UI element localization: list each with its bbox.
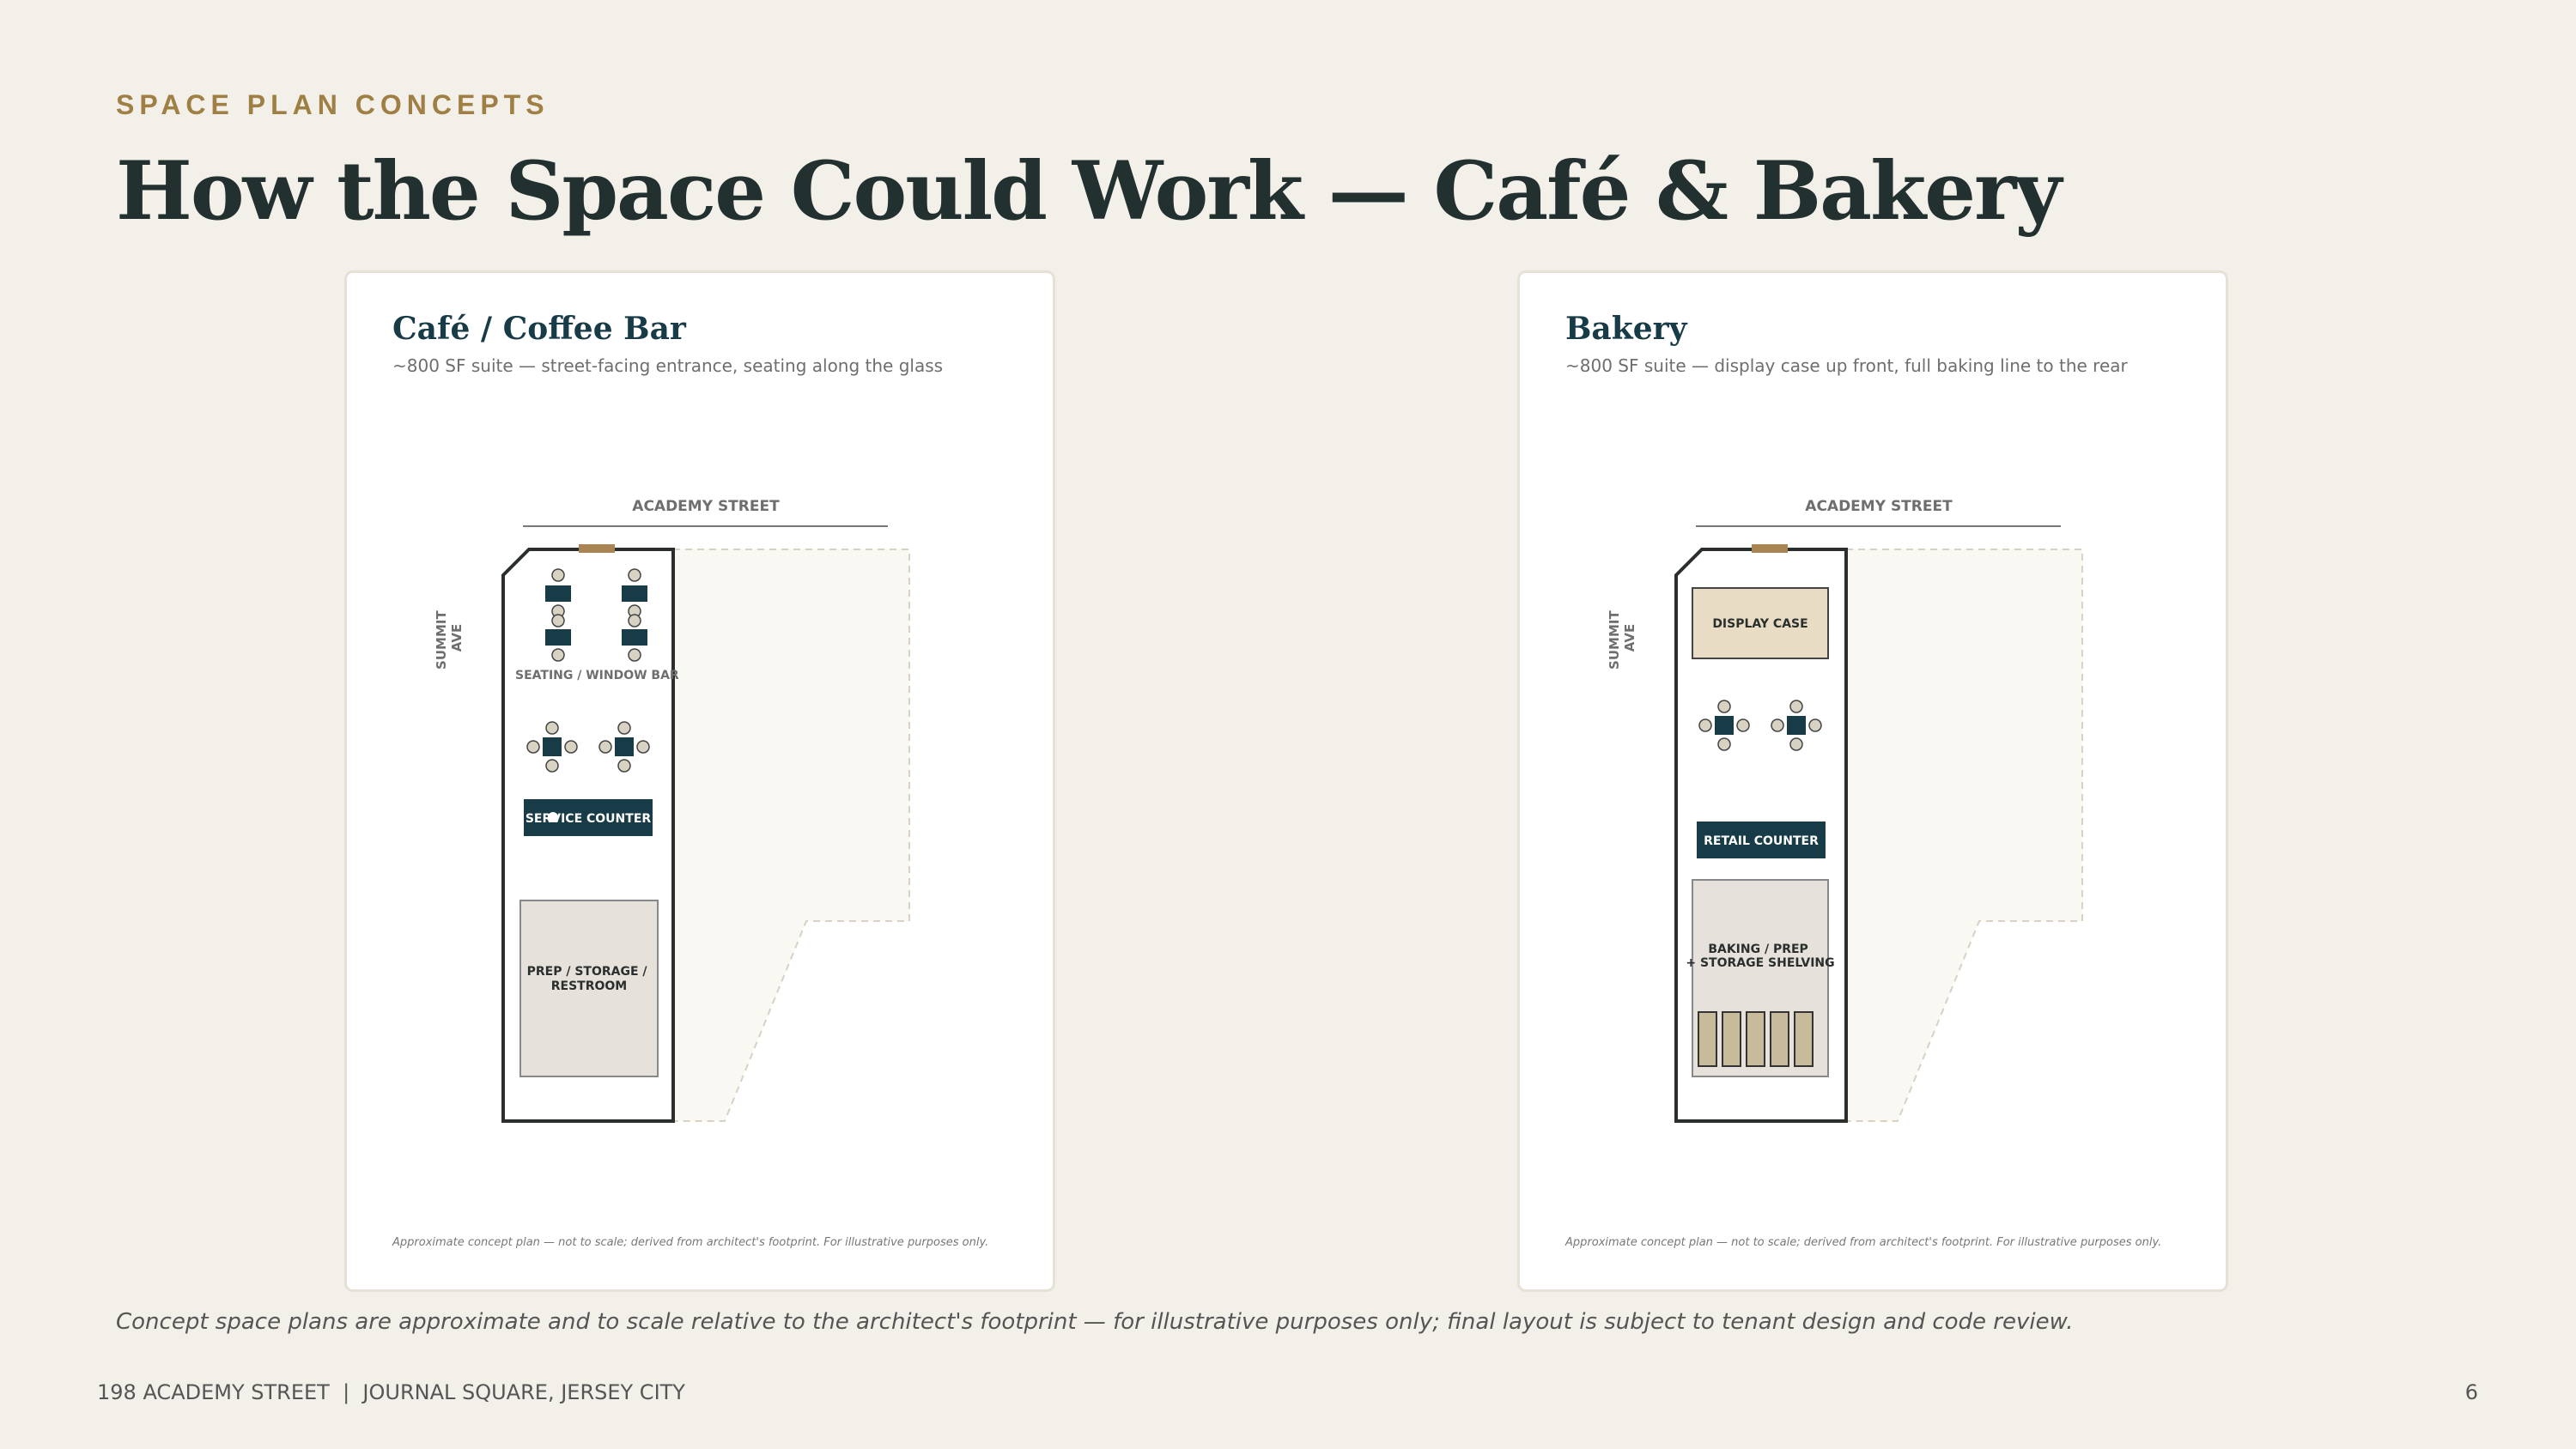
adjacent-area [673, 549, 909, 1121]
cafe-floor-plan [347, 273, 1058, 1294]
side-street-line-1: SUMMIT [434, 610, 449, 670]
card-subtitle: ~800 SF suite — display case up front, full baking line to the rear [1565, 355, 2128, 376]
adjacent-area [1846, 549, 2082, 1121]
prep-storage-line-1: PREP / STORAGE / [526, 965, 647, 979]
bakery-plan-card [1517, 270, 2228, 1292]
service-counter-label: SERVICE COUNTER [525, 812, 652, 826]
page-number: 6 [2464, 1380, 2478, 1404]
entrance-door [1752, 544, 1788, 553]
prep-storage-line-2: RESTROOM [550, 979, 628, 993]
street-label: ACADEMY STREET [1805, 498, 1953, 515]
retail-counter-label: RETAIL COUNTER [1704, 834, 1819, 848]
side-street-label [434, 606, 465, 670]
card-subtitle: ~800 SF suite — street-facing entrance, seating along the glass [392, 355, 944, 376]
baking-prep-line-2: + STORAGE SHELVING [1686, 956, 1835, 970]
page-title: How the Space Could Work — Café & Bakery [116, 144, 2061, 239]
card-title: Bakery [1565, 311, 1687, 347]
card-footnote: Approximate concept plan — not to scale; derived from architect's footprint. For illustrative purposes only. [1565, 1236, 2162, 1249]
bakery-floor-plan [1520, 273, 2231, 1294]
baking-prep-line-1: BAKING / PREP [1708, 943, 1808, 956]
footer-address: 198 ACADEMY STREET | JOURNAL SQUARE, JERSEY CITY [97, 1380, 685, 1404]
card-title: Café / Coffee Bar [392, 311, 686, 347]
side-street-label [1607, 606, 1637, 670]
cafe-plan-card [344, 270, 1055, 1292]
slide-caption: Concept space plans are approximate and to scale relative to the architect's footprint — for illustrative purposes only; final layout is subject to tenant design and code review. [116, 1309, 2074, 1335]
side-street-line-1: SUMMIT [1607, 610, 1622, 670]
side-street-line-2: AVE [1622, 623, 1637, 652]
street-label: ACADEMY STREET [632, 498, 780, 515]
display-case-label: DISPLAY CASE [1712, 617, 1808, 631]
card-footnote: Approximate concept plan — not to scale; derived from architect's footprint. For illustrative purposes only. [392, 1236, 989, 1249]
baking-prep-label [1686, 943, 1834, 970]
section-eyebrow: SPACE PLAN CONCEPTS [116, 89, 550, 120]
entrance-door [579, 544, 615, 553]
seating-label: SEATING / WINDOW BAR [515, 669, 679, 682]
side-street-line-2: AVE [449, 623, 465, 652]
storage-shelving [1698, 1012, 1813, 1066]
